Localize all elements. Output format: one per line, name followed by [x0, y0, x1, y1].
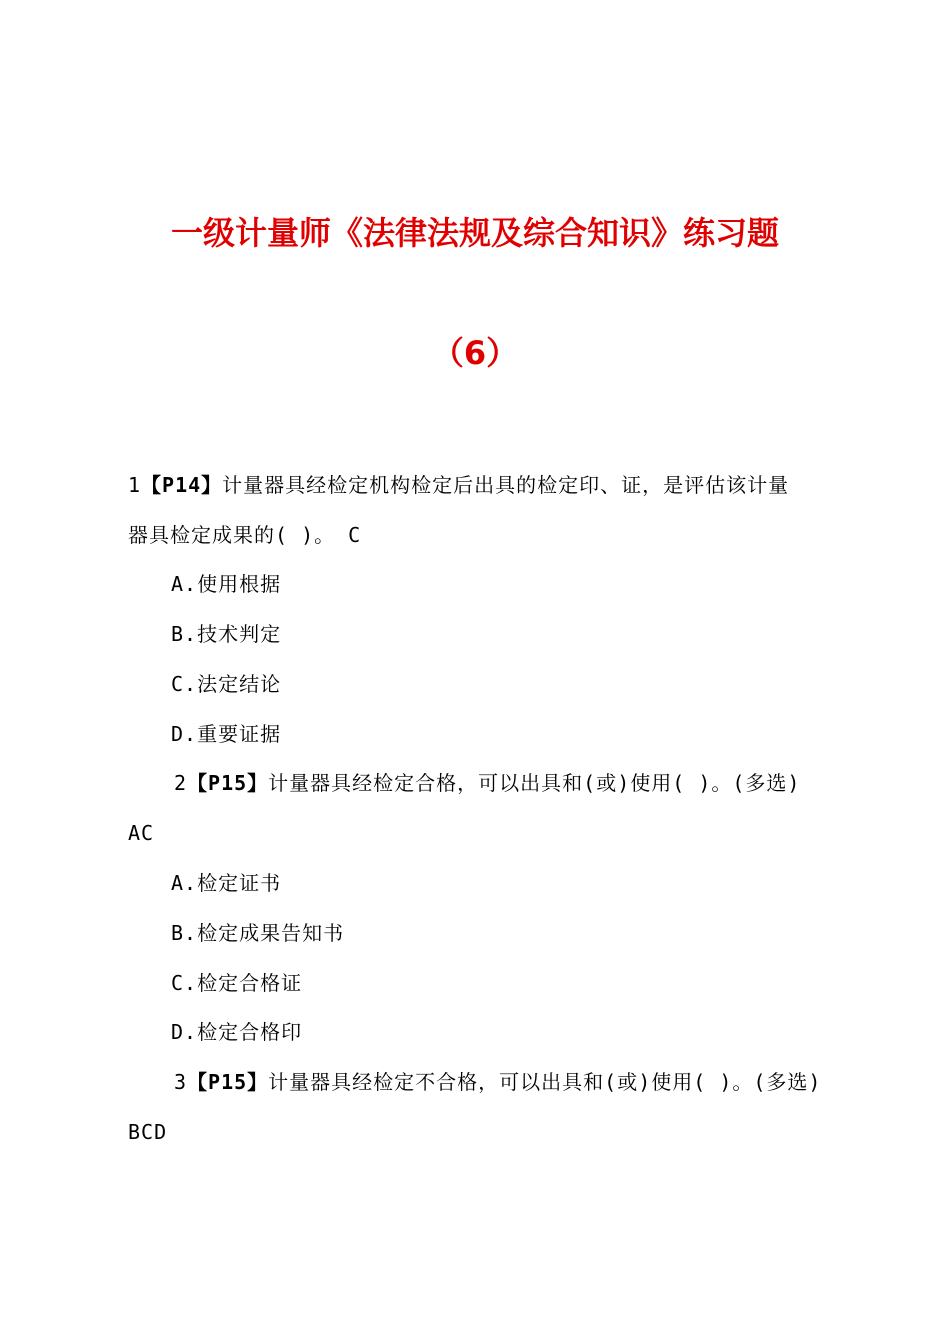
question-1-option-b: B.技术判定	[171, 622, 282, 646]
question-3-text: 计量器具经检定不合格，可以出具和(或)使用( )。(多选)	[268, 1070, 822, 1094]
document-title: 一级计量师《法律法规及综合知识》练习题	[170, 214, 779, 252]
question-1-option-a: A.使用根据	[171, 572, 282, 596]
question-3-page-ref: 【P15】	[187, 1070, 269, 1094]
question-2-page-ref: 【P15】	[187, 771, 269, 795]
question-1-line-2: 器具检定成果的( )。 C	[128, 523, 362, 547]
question-2-text: 计量器具经检定合格，可以出具和(或)使用( )。(多选)	[268, 771, 801, 795]
question-2-option-a: A.检定证书	[171, 871, 282, 895]
document-title-number: （6）	[431, 334, 519, 372]
question-2-option-c: C.检定合格证	[171, 971, 303, 995]
question-2-line-1	[174, 769, 800, 797]
question-2-number: 2	[174, 771, 188, 795]
question-1-number: 1	[128, 473, 142, 497]
question-2-option-d: D.检定合格印	[171, 1020, 303, 1044]
question-3-number: 3	[174, 1070, 188, 1094]
question-1-text: 计量器具经检定机构检定后出具的检定印、证，是评估该计量	[222, 473, 790, 497]
question-1-page-ref: 【P14】	[141, 473, 223, 497]
question-1-line-1	[128, 471, 789, 499]
question-3-answer: BCD	[128, 1120, 168, 1144]
question-2-answer: AC	[128, 821, 155, 845]
question-1-option-d: D.重要证据	[171, 722, 282, 746]
question-3-line-1	[174, 1068, 821, 1096]
question-1-option-c: C.法定结论	[171, 672, 282, 696]
question-2-option-b: B.检定成果告知书	[171, 921, 345, 945]
